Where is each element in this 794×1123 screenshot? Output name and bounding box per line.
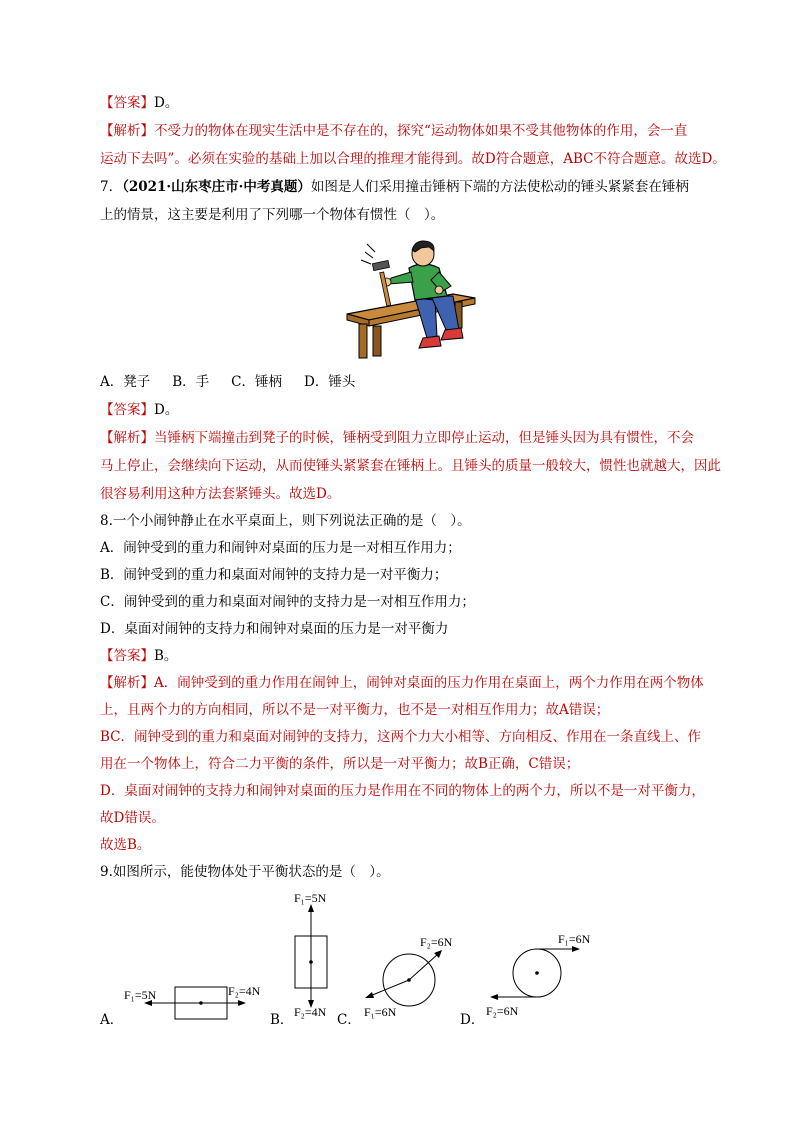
option-d: D．锤头 (304, 374, 356, 390)
figure-b (282, 888, 342, 1028)
answer-value: D。 (154, 95, 179, 111)
figure-d (478, 925, 608, 1025)
option-c: C．锤柄 (231, 374, 283, 390)
q7-stem-line1 (100, 177, 689, 197)
hammer-bench-illustration (343, 238, 479, 364)
fig-b-f2-label: F₂=4N (294, 1005, 327, 1019)
answer-value: D。 (154, 402, 179, 418)
analysis-tag: 【解析】 (100, 675, 154, 691)
q6-analysis-line2: 运动下去吗”。必须在实验的基础上加以合理的推理才能得到。故D符合题意，ABC不符合题意。故选D。 (100, 151, 726, 167)
q8-conclusion: 故选B。 (100, 837, 151, 853)
analysis-tag: 【解析】 (100, 123, 154, 139)
fig-a-letter: A． (100, 1012, 124, 1028)
analysis-tag: 【解析】 (100, 430, 154, 446)
q7-analysis-line2: 马上停止，会继续向下运动，从而使锤头紧紧套在锤柄上。且锤头的质量一般较大，惯性也就越大，因此 (100, 458, 721, 474)
fig-d-f2-label: F₂=6N (486, 1004, 519, 1018)
q8-analysis-line1 (100, 673, 704, 693)
q8-analysis-line4: 用在一个物体上，符合二力平衡的条件，所以是一对平衡力；故B正确，C错误； (100, 756, 580, 772)
figure-c (352, 930, 462, 1025)
q8-analysis-line3: BC．闹钟受到的重力和桌面对闹钟的支持力，这两个力大小相等、方向相反、作用在一条直线上、作 (100, 729, 701, 745)
fig-a-f2-label: F₂=4N (228, 984, 261, 998)
answer-value: B。 (154, 648, 178, 664)
q8-analysis-line2: 上，且两个力的方向相同，所以不是一对平衡力，也不是一对相互作用力；故A错误； (100, 702, 610, 718)
fig-c-letter: C． (337, 1012, 361, 1028)
option-b: B．手 (172, 374, 210, 390)
analysis-text: 不受力的物体在现实生活中是不存在的，探究“运动物体如果不受其他物体的作用，会一直 (154, 123, 688, 139)
fig-b-f1-label: F₁=5N (294, 891, 327, 905)
analysis-text: 当锤柄下端撞击到凳子的时候，锤柄受到阻力立即停止运动，但是锤头因为具有惯性，不会 (154, 430, 694, 446)
q8-analysis-line5: D．桌面对闹钟的支持力和闹钟对桌面的压力是作用在不同的物体上的两个力，所以不是一对平衡力， (100, 783, 705, 799)
q7-answer-line (100, 400, 178, 420)
answer-tag: 【答案】 (100, 648, 154, 664)
analysis-text: A．闹钟受到的重力作用在闹钟上，闹钟对桌面的压力作用在桌面上，两个力作用在两个物体 (154, 675, 704, 691)
q8-answer-line (100, 646, 177, 666)
q9-stem: 9.如图所示，能使物体处于平衡状态的是（ ）。 (100, 864, 390, 880)
answer-tag: 【答案】 (100, 402, 154, 418)
question-source: （2021·山东枣庄市·中考真题） (122, 179, 311, 195)
q8-stem: 8.一个小闹钟静止在水平桌面上，则下列说法正确的是（ ）。 (100, 513, 471, 529)
q6-analysis-line1 (100, 121, 687, 141)
answer-tag: 【答案】 (100, 95, 154, 111)
question-number: 7． (100, 179, 123, 195)
q8-option-b: B．闹钟受到的重力和桌面对闹钟的支持力是一对平衡力； (100, 567, 448, 583)
q7-stem-line2: 上的情景，这主要是利用了下列哪一个物体有惯性（ ）。 (100, 207, 445, 223)
option-a: A．凳子 (100, 374, 151, 390)
q7-options (100, 372, 355, 392)
fig-c-f2-label: F₂=6N (420, 935, 453, 949)
q7-analysis-line3: 很容易利用这种方法套紧锤头。故选D。 (100, 486, 341, 502)
figure-a (118, 975, 273, 1025)
fig-d-letter: D． (460, 1012, 485, 1028)
q8-analysis-line6: 故D错误。 (100, 810, 165, 826)
q6-answer-line (100, 93, 178, 113)
q7-analysis-line1 (100, 428, 694, 448)
q8-option-d: D．桌面对闹钟的支持力和闹钟对桌面的压力是一对平衡力 (100, 621, 449, 637)
fig-b-letter: B． (270, 1012, 294, 1028)
q8-option-c: C．闹钟受到的重力和桌面对闹钟的支持力是一对相互作用力； (100, 594, 475, 610)
fig-a-f1-label: F₁=5N (124, 988, 157, 1002)
question-stem: 如图是人们采用撞击锤柄下端的方法使松动的锤头紧紧套在锤柄 (310, 179, 689, 195)
fig-c-f1-label: F₁=6N (364, 1005, 397, 1019)
q8-option-a: A．闹钟受到的重力和闹钟对桌面的压力是一对相互作用力； (100, 540, 461, 556)
fig-d-f1-label: F₁=6N (558, 932, 591, 946)
